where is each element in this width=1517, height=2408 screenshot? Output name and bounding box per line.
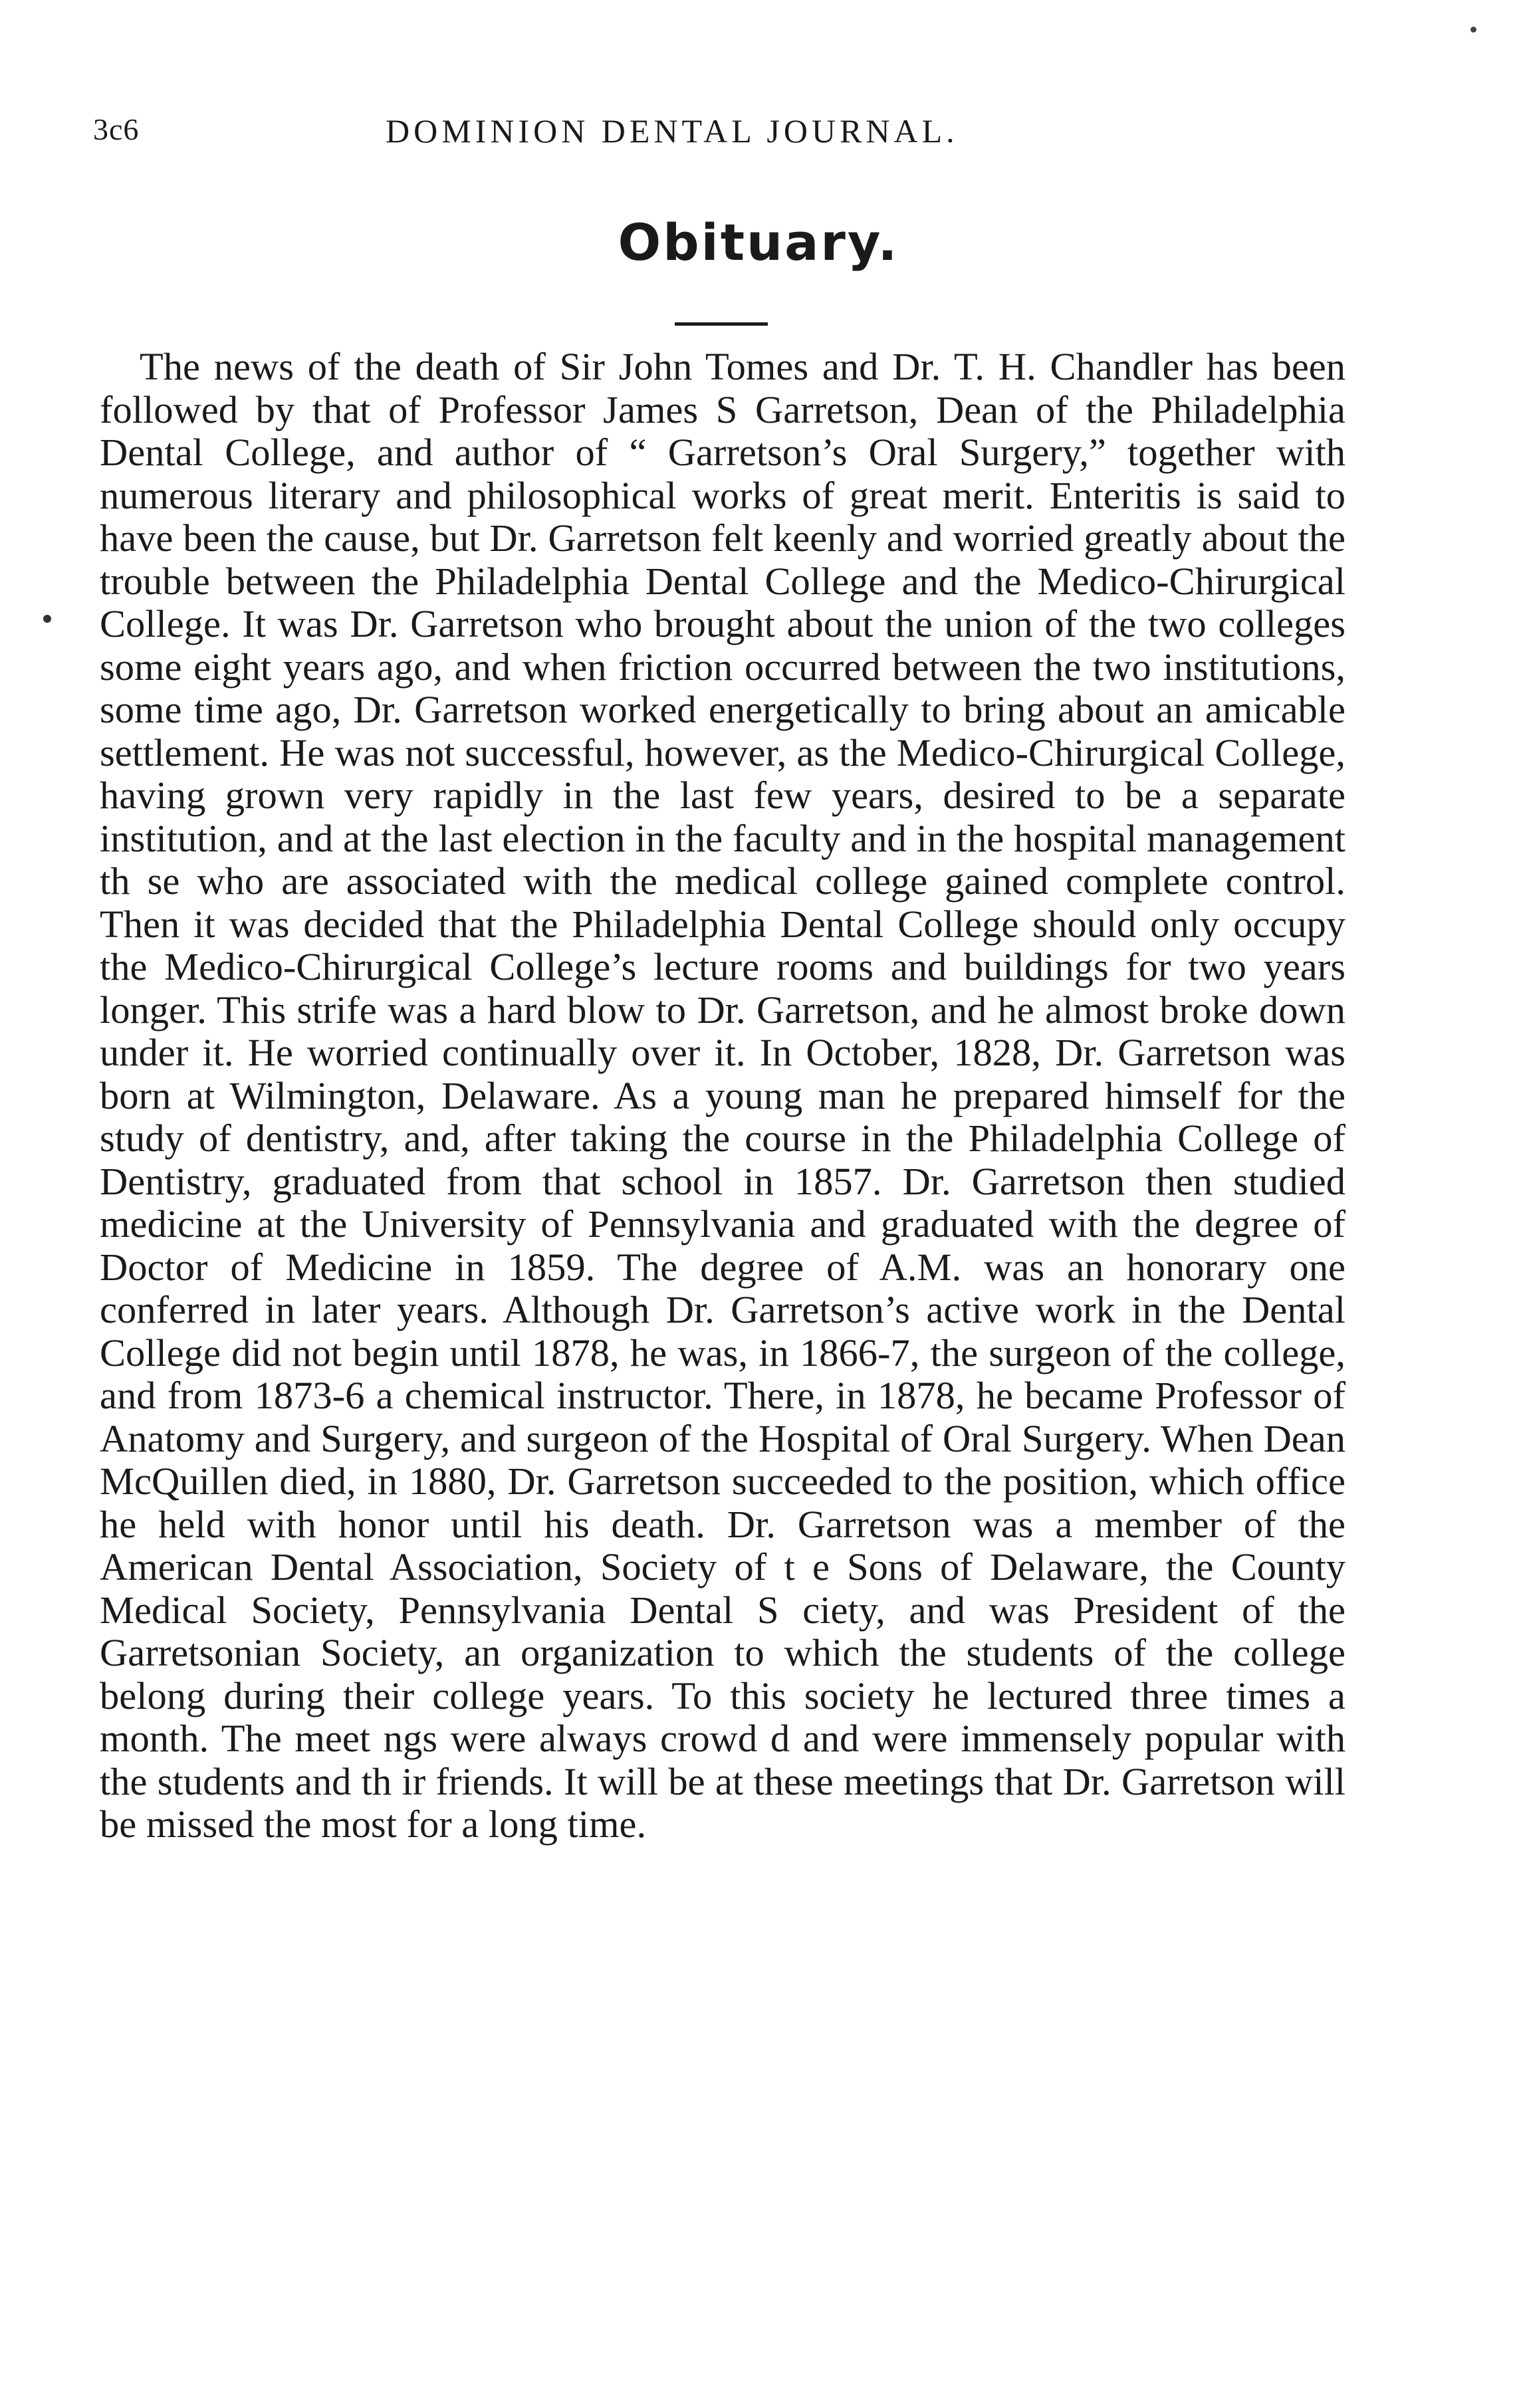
page-number: 3c6: [93, 112, 140, 146]
running-head: [93, 112, 1050, 165]
ink-speck: [1470, 27, 1476, 33]
margin-mark: [43, 615, 51, 623]
journal-title: DOMINION DENTAL JOURNAL.: [386, 112, 959, 150]
section-title: Obituary.: [618, 213, 899, 272]
obituary-text: The news of the death of Sir John Tomes and Dr. T. H. Chandler has been followed by that of Professor James S Garretson, Dean of the Philadelphia Dental College, and author of “ Garretson’s Oral Surgery,” together with numerous literary and philosophical works of great merit. Enteritis is said to have been the cause, but Dr. Garretson felt keenly and worried greatly about the trouble between the Philadelphia Dental College and the Medico-Chirurgical College. It was Dr. Garretson who brought about the union of the two colleges some eight years ago, and when friction occurred between the two institutions, some time ago, Dr. Garretson worked energetically to bring about an amicable settlement. He was not successful, however, as the Medico-Chirurgical College, having grown very rapidly in the last few years, desired to be a separate institution, and at the last election in the faculty and in the hospital management th se who are associated with the medical college gained complete control. Then it was decided that the Philadelphia Dental College should only occupy the Medico-Chirurgical College’s lecture rooms and buildings for two years longer. This strife was a hard blow to Dr. Garretson, and he almost broke down under it. He worried continually over it. In October, 1828, Dr. Garretson was born at Wilmington, Delaware. As a young man he prepared himself for the study of dentistry, and, after taking the course in the Philadelphia College of Dentistry, graduated from that school in 1857. Dr. Garretson then studied medicine at the University of Pennsylvania and graduated with the degree of Doctor of Medicine in 1859. The degree of A.M. was an honorary one conferred in later years. Although Dr. Garretson’s active work in the Dental College did not begin until 1878, he was, in 1866-7, the surgeon of the college, and from 1873-6 a chemical instructor. There, in 1878, he became Professor of Anatomy and Surgery, and surgeon of the Hospital of Oral Surgery. When Dean McQuillen died, in 1880, Dr. Garretson succeeded to the position, which office he held with honor until his death. Dr. Garretson was a member of the American Dental Association, Society of t e Sons of Delaware, the County Medical Society, Pennsylvania Dental S ciety, and was President of the Garretsonian Society, an organization to which the students of the college belong during their college years. To this society he lectured three times a month. The meet ngs were always crowd d and were immensely popular with the students and th ir friends. It will be at these meetings that Dr. Garretson will be missed the most for a long time.: [100, 345, 1345, 1846]
title-rule: [675, 322, 768, 326]
